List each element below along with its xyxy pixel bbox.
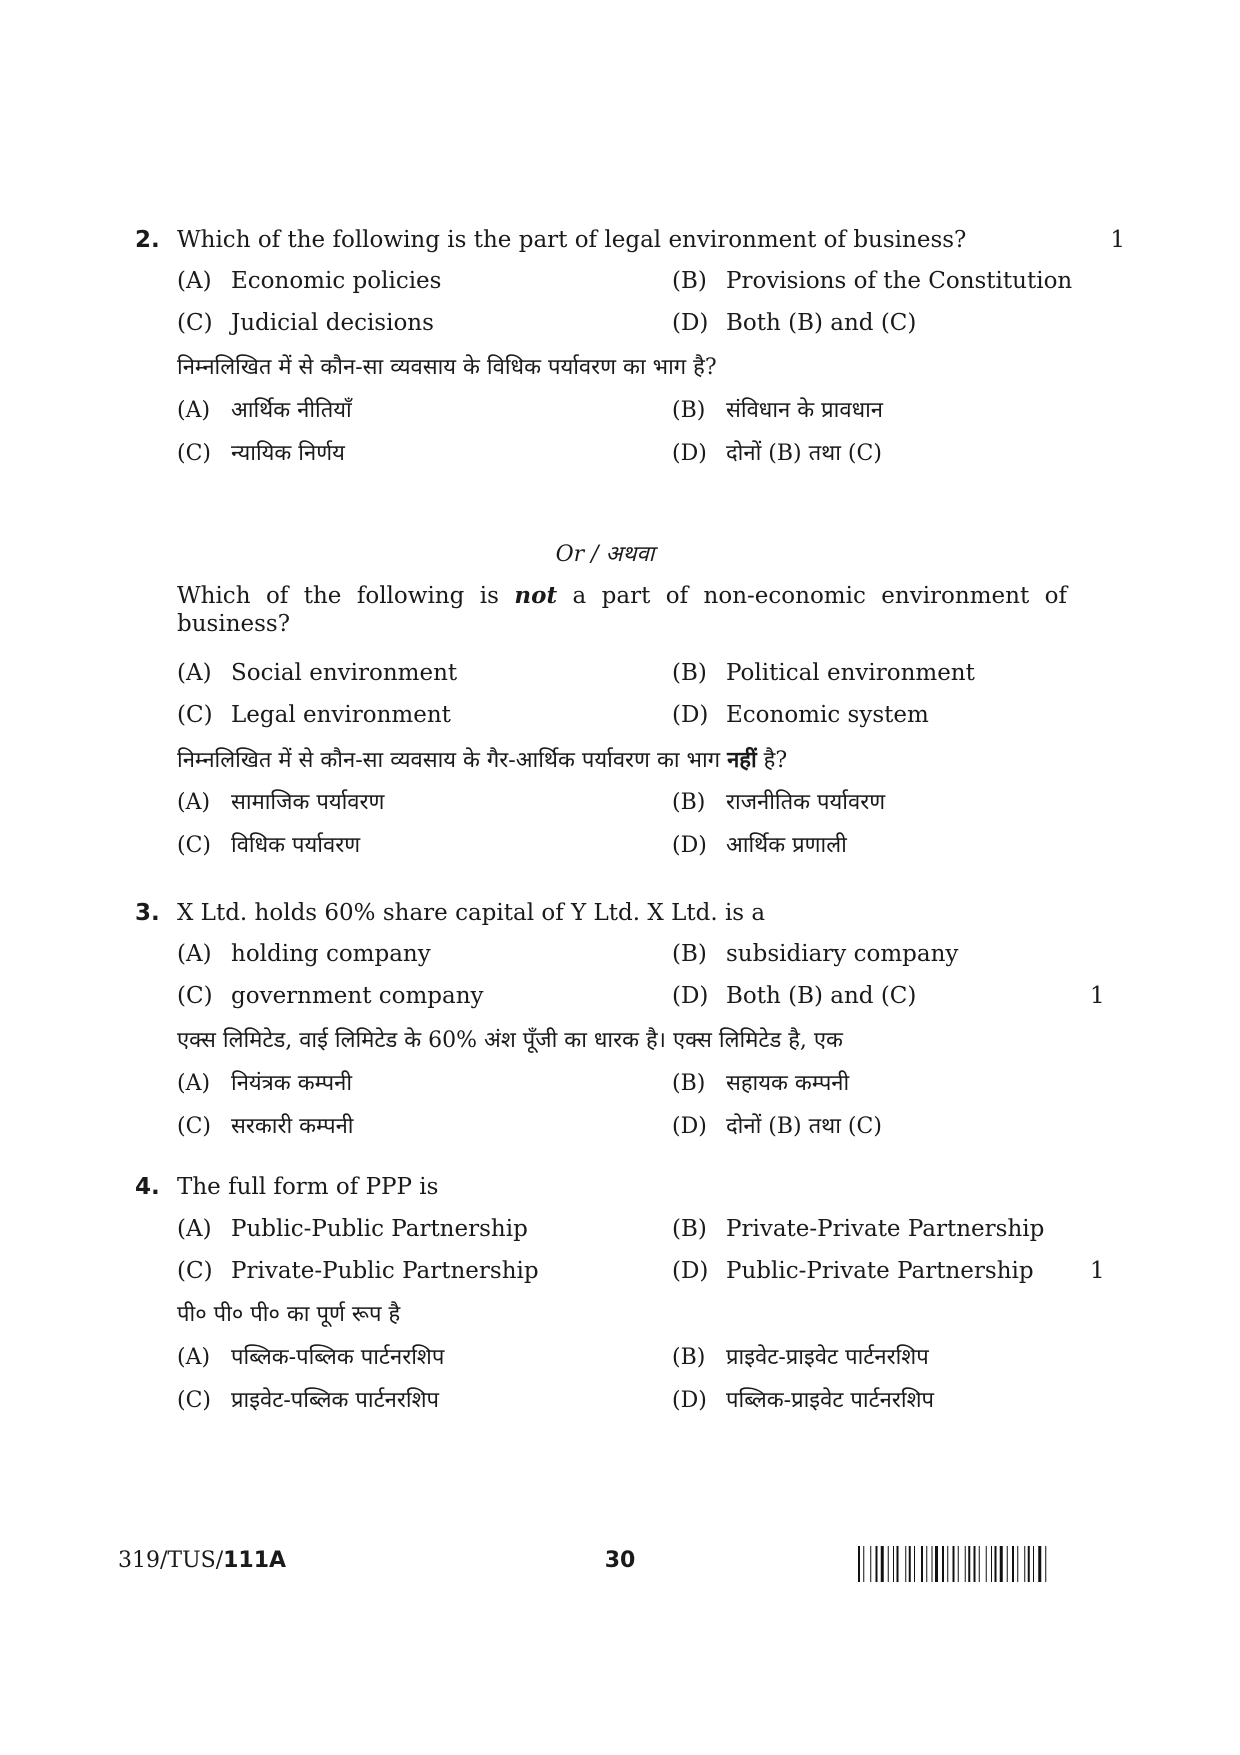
option-b: (B) Provisions of the Constitution (672, 268, 1073, 294)
option-a: (A) Public-Public Partnership (177, 1216, 528, 1242)
option-d-hindi: (D) दोनों (B) तथा (C) (672, 1114, 882, 1139)
option-c-hindi: (C) सरकारी कम्पनी (177, 1114, 354, 1139)
question-number: 2. (135, 227, 160, 253)
question-text: X Ltd. holds 60% share capital of Y Ltd. X Ltd. is a (177, 900, 766, 926)
question-marks: 1 (1090, 1258, 1105, 1284)
alt-option-b-hindi: (B) राजनीतिक पर्यावरण (672, 790, 886, 815)
or-divider: Or / अथवा (555, 542, 655, 567)
alt-option-c-hindi: (C) विधिक पर्यावरण (177, 833, 361, 858)
alt-question-text: Which of the following is not a part of non-economic environment of business? (177, 582, 1067, 637)
option-c: (C) Judicial decisions (177, 310, 434, 336)
question-number: 3. (135, 900, 160, 926)
alt-option-a: (A) Social environment (177, 660, 458, 686)
option-a: (A) holding company (177, 941, 431, 967)
option-d: (D) Public-Private Partnership (672, 1258, 1034, 1284)
page-number: 30 (604, 1548, 636, 1573)
alt-option-d-hindi: (D) आर्थिक प्रणाली (672, 833, 847, 858)
option-c-hindi: (C) न्यायिक निर्णय (177, 441, 345, 466)
question-marks: 1 (1110, 227, 1125, 253)
question-text-hindi: एक्स लिमिटेड, वाई लिमिटेड के 60% अंश पूँजी का धारक है। एक्स लिमिटेड है, एक (177, 1028, 843, 1053)
option-b-hindi: (B) संविधान के प्रावधान (672, 398, 884, 423)
alt-option-b: (B) Political environment (672, 660, 975, 686)
option-b: (B) Private-Private Partnership (672, 1216, 1045, 1242)
option-a-hindi: (A) आर्थिक नीतियाँ (177, 398, 352, 423)
alt-option-d: (D) Economic system (672, 702, 929, 728)
barcode-icon (858, 1546, 1118, 1582)
alt-option-a-hindi: (A) सामाजिक पर्यावरण (177, 790, 385, 815)
question-text-hindi: पी० पी० पी० का पूर्ण रूप है (177, 1302, 401, 1327)
option-a: (A) Economic policies (177, 268, 442, 294)
question-number: 4. (135, 1174, 160, 1200)
option-d-hindi: (D) दोनों (B) तथा (C) (672, 441, 882, 466)
option-b-hindi: (B) सहायक कम्पनी (672, 1071, 850, 1096)
question-text: Which of the following is the part of legal environment of business? (177, 227, 967, 253)
paper-code: 319/TUS/111A (118, 1548, 287, 1573)
option-b-hindi: (B) प्राइवेट-प्राइवेट पार्टनरशिप (672, 1345, 929, 1370)
alt-option-c: (C) Legal environment (177, 702, 451, 728)
option-d: (D) Both (B) and (C) (672, 983, 917, 1009)
option-c-hindi: (C) प्राइवेट-पब्लिक पार्टनरशिप (177, 1388, 440, 1413)
option-c: (C) Private-Public Partnership (177, 1258, 539, 1284)
option-d: (D) Both (B) and (C) (672, 310, 917, 336)
question-text: The full form of PPP is (177, 1174, 439, 1200)
option-c: (C) government company (177, 983, 484, 1009)
option-a-hindi: (A) नियंत्रक कम्पनी (177, 1071, 353, 1096)
question-text-hindi: निम्नलिखित में से कौन-सा व्यवसाय के विधिक पर्यावरण का भाग है? (177, 355, 717, 380)
option-b: (B) subsidiary company (672, 941, 959, 967)
option-a-hindi: (A) पब्लिक-पब्लिक पार्टनरशिप (177, 1345, 445, 1370)
option-d-hindi: (D) पब्लिक-प्राइवेट पार्टनरशिप (672, 1388, 935, 1413)
question-marks: 1 (1090, 983, 1105, 1009)
alt-question-text-hindi: निम्नलिखित में से कौन-सा व्यवसाय के गैर-आर्थिक पर्यावरण का भाग नहीं है? (177, 747, 788, 773)
